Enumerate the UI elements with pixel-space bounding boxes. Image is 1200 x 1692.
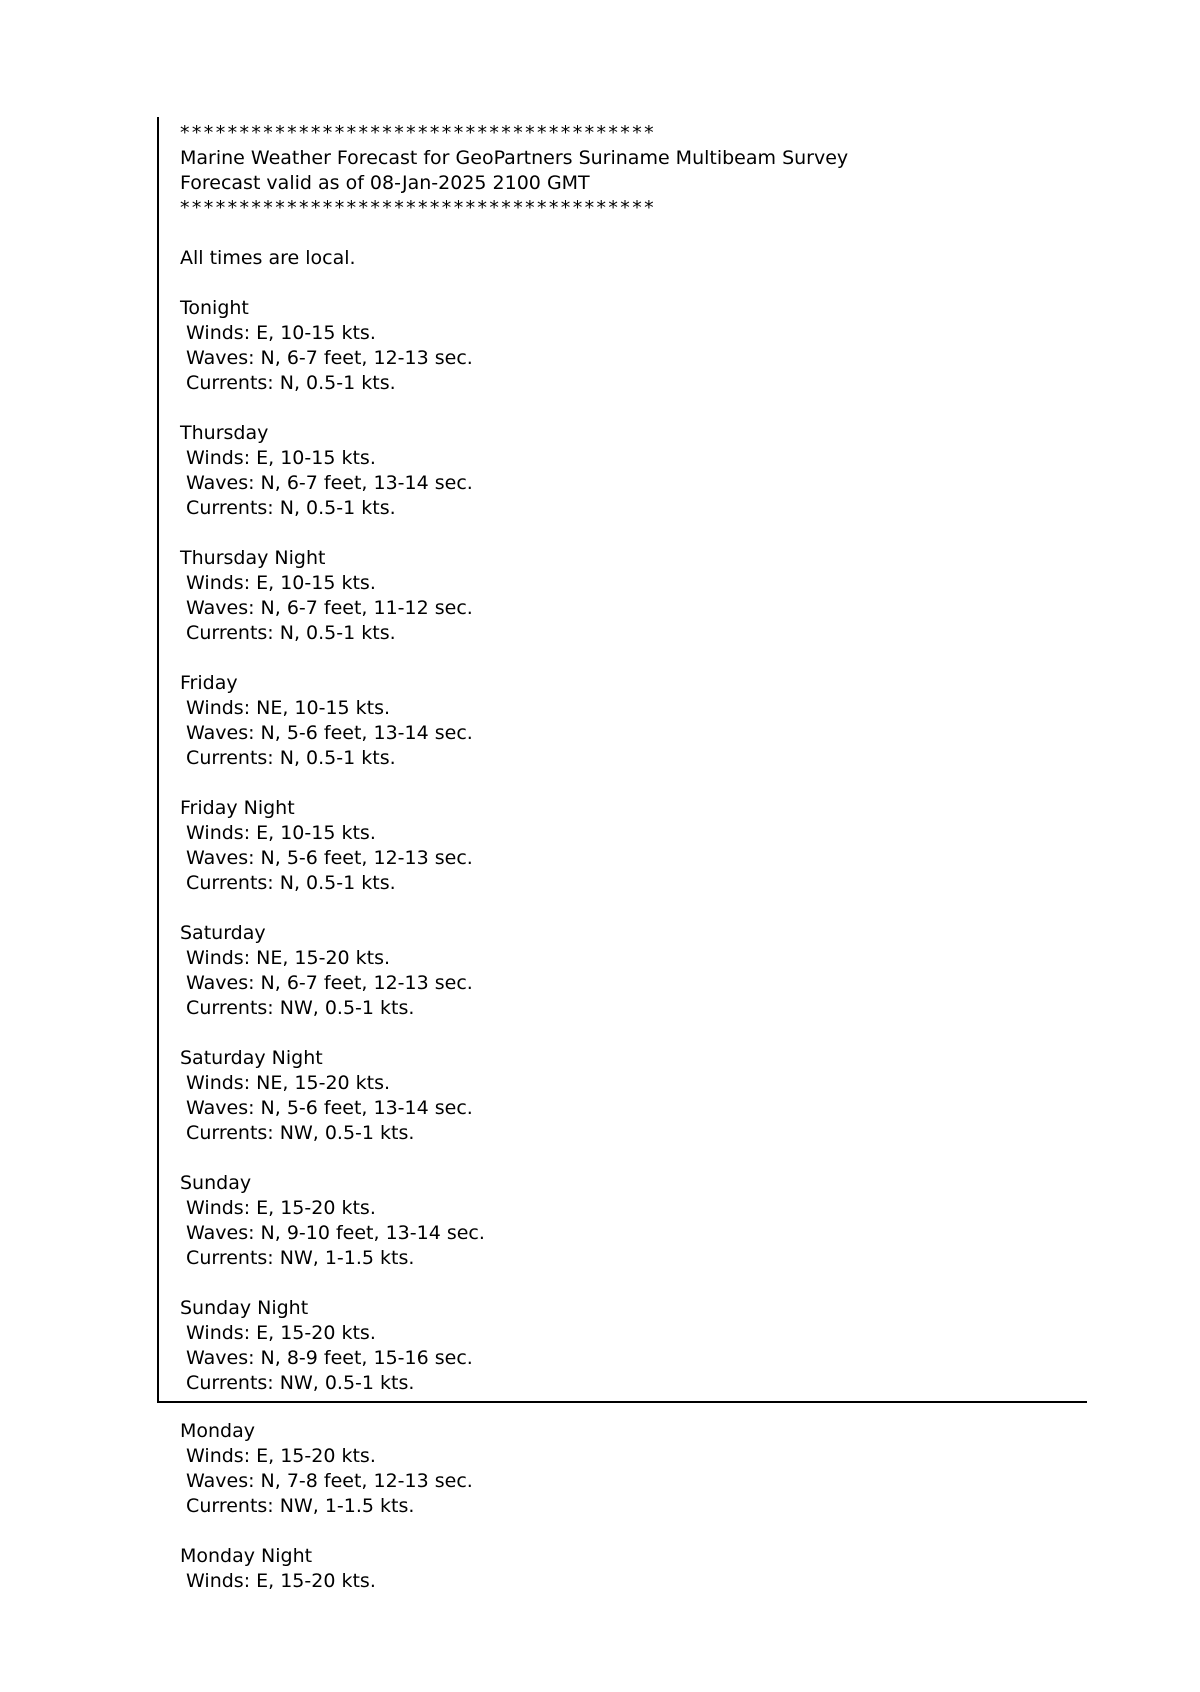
waves-line: Waves: N, 6-7 feet, 11-12 sec. (180, 597, 473, 619)
waves-line: Waves: N, 5-6 feet, 12-13 sec. (180, 847, 473, 869)
forecast-section-friday-night (180, 796, 1087, 896)
winds-line: Winds: E, 10-15 kts. (180, 447, 376, 469)
forecast-sections-below (180, 1419, 1200, 1594)
currents-line: Currents: N, 0.5-1 kts. (180, 872, 396, 894)
winds-line-clipped: Winds: E, 15-20 kts. (180, 1570, 376, 1592)
forecast-section-sunday (180, 1171, 1087, 1271)
waves-line: Waves: N, 8-9 feet, 15-16 sec. (180, 1347, 473, 1369)
winds-line: Winds: NE, 10-15 kts. (180, 697, 391, 719)
forecast-title: Marine Weather Forecast for GeoPartners Suriname Multibeam Survey (180, 147, 849, 169)
forecast-section-saturday-night (180, 1046, 1087, 1146)
forecast-header (180, 121, 1087, 221)
day-heading: Thursday Night (180, 547, 326, 569)
winds-line: Winds: E, 10-15 kts. (180, 572, 376, 594)
forecast-section-friday (180, 671, 1087, 771)
currents-line: Currents: N, 0.5-1 kts. (180, 622, 396, 644)
forecast-section-monday-night (180, 1544, 1200, 1594)
winds-line: Winds: E, 15-20 kts. (180, 1322, 376, 1344)
winds-line: Winds: NE, 15-20 kts. (180, 1072, 391, 1094)
winds-line: Winds: E, 15-20 kts. (180, 1445, 376, 1467)
forecast-valid-line: Forecast valid as of 08-Jan-2025 2100 GMT (180, 172, 590, 194)
currents-line: Currents: N, 0.5-1 kts. (180, 497, 396, 519)
currents-line: Currents: N, 0.5-1 kts. (180, 372, 396, 394)
waves-line: Waves: N, 6-7 feet, 12-13 sec. (180, 347, 473, 369)
times-note: All times are local. (180, 247, 356, 269)
waves-line: Waves: N, 5-6 feet, 13-14 sec. (180, 1097, 473, 1119)
day-heading: Sunday (180, 1172, 252, 1194)
currents-line: Currents: N, 0.5-1 kts. (180, 747, 396, 769)
currents-line: Currents: NW, 1-1.5 kts. (180, 1247, 415, 1269)
forecast-sections (180, 296, 1087, 1396)
waves-line: Waves: N, 6-7 feet, 13-14 sec. (180, 472, 473, 494)
waves-line: Waves: N, 7-8 feet, 12-13 sec. (180, 1470, 473, 1492)
day-heading: Thursday (180, 422, 269, 444)
forecast-continuation (180, 1419, 1200, 1594)
document-page (0, 117, 1200, 1692)
winds-line: Winds: E, 10-15 kts. (180, 322, 376, 344)
currents-line: Currents: NW, 0.5-1 kts. (180, 1122, 415, 1144)
currents-line: Currents: NW, 1-1.5 kts. (180, 1495, 415, 1517)
day-heading: Monday Night (180, 1545, 313, 1567)
day-heading: Monday (180, 1420, 256, 1442)
day-heading: Saturday (180, 922, 266, 944)
forecast-section-saturday (180, 921, 1087, 1021)
asterisk-divider-bottom: **************************************** (180, 197, 656, 219)
day-heading: Saturday Night (180, 1047, 323, 1069)
forecast-section-thursday-night (180, 546, 1087, 646)
day-heading: Tonight (180, 297, 249, 319)
forecast-section-monday (180, 1419, 1200, 1519)
winds-line: Winds: E, 10-15 kts. (180, 822, 376, 844)
day-heading: Sunday Night (180, 1297, 309, 1319)
winds-line: Winds: NE, 15-20 kts. (180, 947, 391, 969)
waves-line: Waves: N, 5-6 feet, 13-14 sec. (180, 722, 473, 744)
currents-line: Currents: NW, 0.5-1 kts. (180, 1372, 415, 1394)
forecast-section-sunday-night (180, 1296, 1087, 1396)
forecast-section-tonight (180, 296, 1087, 396)
day-heading: Friday (180, 672, 238, 694)
forecast-section-thursday (180, 421, 1087, 521)
forecast-quote-box (157, 117, 1087, 1403)
day-heading: Friday Night (180, 797, 295, 819)
currents-line: Currents: NW, 0.5-1 kts. (180, 997, 415, 1019)
winds-line: Winds: E, 15-20 kts. (180, 1197, 376, 1219)
waves-line: Waves: N, 6-7 feet, 12-13 sec. (180, 972, 473, 994)
asterisk-divider-top: **************************************** (180, 122, 656, 144)
waves-line: Waves: N, 9-10 feet, 13-14 sec. (180, 1222, 485, 1244)
